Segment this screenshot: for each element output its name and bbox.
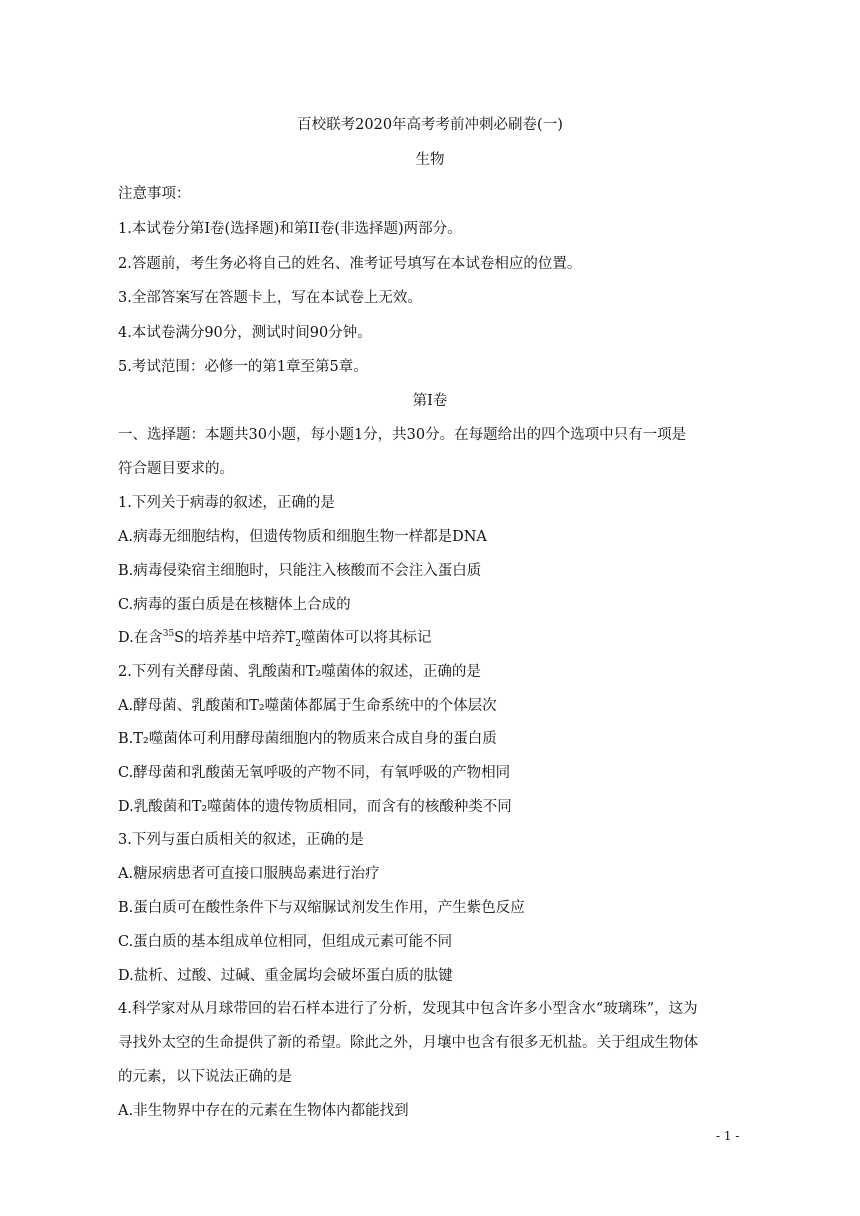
question-option: A.酵母菌、乳酸菌和T₂噬菌体都属于生命系统中的个体层次 bbox=[118, 698, 497, 714]
question-stem: 1.下列关于病毒的叙述，正确的是 bbox=[118, 495, 335, 511]
subscript: 2 bbox=[295, 638, 302, 649]
question-stem: 寻找外太空的生命提供了新的希望。除此之外，月壤中也含有很多无机盐。关于组成生物体 bbox=[118, 1035, 698, 1051]
question-option: B.T₂噬菌体可利用酵母菌细胞内的物质来合成自身的蛋白质 bbox=[118, 731, 497, 747]
question-option bbox=[118, 628, 432, 648]
isotope-superscript: 35 bbox=[162, 629, 175, 640]
option-text: 噬菌体可以将其标记 bbox=[301, 630, 432, 646]
note-item: 4.本试卷满分90分，测试时间90分钟。 bbox=[118, 325, 372, 341]
question-option: C.酵母菌和乳酸菌无氧呼吸的产物不同，有氧呼吸的产物相同 bbox=[118, 765, 511, 781]
question-stem: 4.科学家对从月球带回的岩石样本进行了分析，发现其中包含许多小型含水“玻璃珠”，这为 bbox=[118, 1001, 698, 1017]
question-option: B.蛋白质可在酸性条件下与双缩脲试剂发生作用，产生紫色反应 bbox=[118, 900, 525, 916]
question-option: A.非生物界中存在的元素在生物体内都能找到 bbox=[118, 1103, 409, 1119]
exam-title: 百校联考2020年高考考前冲刺必刷卷(一) bbox=[297, 117, 563, 133]
note-item: 2.答题前，考生务必将自己的姓名、准考证号填写在本试卷相应的位置。 bbox=[118, 256, 582, 272]
question-option: C.蛋白质的基本组成单位相同，但组成元素可能不同 bbox=[118, 934, 453, 950]
note-item: 3.全部答案写在答题卡上，写在本试卷上无效。 bbox=[118, 290, 422, 306]
question-option: B.病毒侵染宿主细胞时，只能注入核酸而不会注入蛋白质 bbox=[118, 563, 482, 579]
option-text: D.在含 bbox=[118, 630, 163, 646]
note-item: 5.考试范围：必修一的第1章至第5章。 bbox=[118, 359, 368, 375]
question-stem: 3.下列与蛋白质相关的叙述，正确的是 bbox=[118, 832, 364, 848]
page-number: - 1 - bbox=[716, 1129, 740, 1143]
section-instruction: 一、选择题：本题共30小题，每小题1分，共30分。在每题给出的四个选项中只有一项是 bbox=[118, 427, 687, 443]
notes-heading: 注意事项： bbox=[118, 186, 191, 202]
option-text: S的培养基中培养T bbox=[174, 630, 296, 646]
subject-title: 生物 bbox=[415, 152, 445, 168]
question-option: A.糖尿病患者可直接口服胰岛素进行治疗 bbox=[118, 866, 380, 882]
question-stem: 的元素，以下说法正确的是 bbox=[118, 1069, 292, 1085]
question-option: D.乳酸菌和T₂噬菌体的遗传物质相同，而含有的核酸种类不同 bbox=[118, 799, 512, 815]
question-stem: 2.下列有关酵母菌、乳酸菌和T₂噬菌体的叙述，正确的是 bbox=[118, 664, 481, 680]
question-option: C.病毒的蛋白质是在核糖体上合成的 bbox=[118, 597, 351, 613]
section-title: 第I卷 bbox=[412, 393, 448, 409]
note-item: 1.本试卷分第I卷(选择题)和第II卷(非选择题)两部分。 bbox=[118, 221, 462, 237]
question-option: A.病毒无细胞结构，但遗传物质和细胞生物一样都是DNA bbox=[118, 529, 487, 545]
question-option: D.盐析、过酸、过碱、重金属均会破坏蛋白质的肽键 bbox=[118, 968, 453, 984]
section-instruction: 符合题目要求的。 bbox=[118, 461, 234, 477]
